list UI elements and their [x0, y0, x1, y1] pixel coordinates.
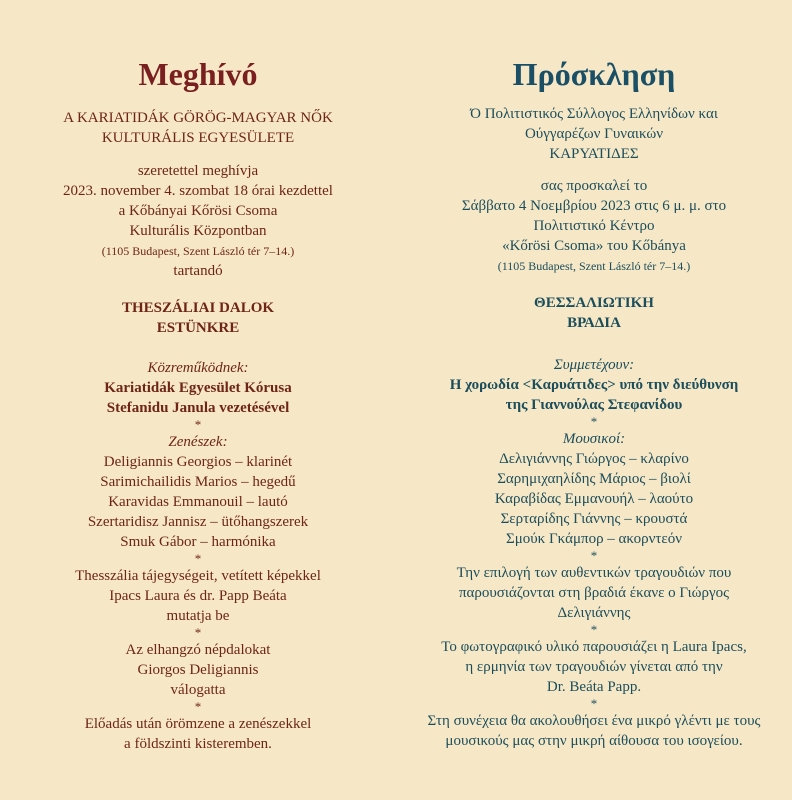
hu-invite-line: a Kőbányai Kőrösi Csoma [118, 203, 278, 219]
hu-musician: Sarimichailidis Marios – hegedű [100, 474, 296, 490]
gr-photos-line: Dr. Beáta Papp. [546, 679, 642, 695]
gr-songs-line: παρουσιάζονται στη βραδιά έκανε ο Γιώργος [458, 585, 730, 601]
hu-invite-line: 2023. november 4. szombat 18 órai kezdettel [63, 183, 333, 199]
hu-org-block [0, 108, 396, 148]
hu-after-line: a földszinti kisteremben. [124, 736, 272, 752]
gr-org-line: Ό Πολιτιστικός Σύλλογος Ελληνίδων και [470, 106, 718, 122]
hu-participants-label: Közreműködnek: [147, 360, 249, 376]
hu-musician: Szertaridisz Jannisz – ütőhangszerek [87, 514, 309, 530]
gr-participants-label: Συμμετέχουν: [553, 357, 635, 373]
gr-invite-line: Πολιτιστικό Κέντρο [533, 218, 655, 234]
gr-musician: Σαρημιχαηλίδης Μάριος – βιολί [497, 471, 691, 487]
gr-invite-line: «Kőrösi Csoma» του Kőbánya [502, 238, 686, 254]
gr-choir-line: της Γιαννούλας Στεφανίδου [505, 397, 683, 413]
separator-star: * [590, 414, 598, 429]
gr-invite-line: σας προσκαλεί το [540, 178, 648, 194]
gr-org-line: ΚΑΡΥΑΤΙΔΕΣ [549, 146, 639, 162]
separator-star: * [194, 551, 202, 566]
gr-musician: Σμούκ Γκάμπορ – ακορντεόν [505, 531, 683, 547]
separator-star: * [590, 696, 598, 711]
hu-participants-block [0, 358, 396, 754]
hu-event-line: ESTÜNKRE [156, 320, 240, 336]
gr-org-block [396, 104, 792, 164]
separator-star: * [194, 699, 202, 714]
separator-star: * [194, 625, 202, 640]
gr-photos-line: η ερμηνία των τραγουδιών γίνεται από την [465, 659, 723, 675]
hu-choir-line: Stefanidu Janula vezetésével [106, 400, 290, 416]
hu-invite-line: szeretettel meghívja [137, 163, 259, 179]
gr-photos-line: Το φωτογραφικό υλικό παρουσιάζει η Laura Ipacs, [441, 639, 747, 655]
hu-songs-line: Giorgos Deligiannis [137, 662, 259, 678]
hu-event-line: THESZÁLIAI DALOK [121, 300, 275, 316]
gr-address: (1105 Budapest, Szent László tér 7–14.) [497, 259, 691, 273]
gr-songs-line: Την επιλογή των αυθεντικών τραγουδιών που [456, 565, 732, 581]
greek-title: Πρόσκληση [512, 56, 676, 92]
gr-musician: Δελιγιάννης Γιώργος – κλαρίνο [499, 451, 689, 467]
gr-invite-line: Σάββατο 4 Νοεμβρίου 2023 στις 6 μ. μ. στο [461, 198, 727, 214]
gr-event-line: ΘΕΣΣΑΛΙΩΤΙΚΗ [534, 295, 654, 311]
gr-event-block [396, 293, 792, 333]
hu-choir-line: Kariatidák Egyesület Kórusa [104, 380, 292, 396]
separator-star: * [590, 548, 598, 563]
hu-org-line: KULTURÁLIS EGYESÜLETE [101, 130, 295, 146]
gr-musicians-label: Μουσικοί: [562, 431, 626, 447]
separator-star: * [194, 417, 202, 432]
hu-musician: Deligiannis Georgios – klarinét [103, 454, 293, 470]
hu-event-block [0, 298, 396, 338]
hu-musician: Smuk Gábor – harmónika [120, 534, 276, 550]
hungarian-title: Meghívó [138, 56, 258, 92]
hu-songs-line: válogatta [170, 682, 226, 698]
greek-column [396, 0, 792, 800]
gr-choir-line: Η χορωδία <Καρυάτιδες> υπό την διεύθυνση [449, 377, 739, 393]
hu-songs-line: Az elhangzó népdalokat [125, 642, 271, 658]
hu-slides-line: Thesszália tájegységeit, vetített képekkel [75, 568, 321, 584]
hu-org-line: A KARIATIDÁK GÖRÖG-MAGYAR NŐK [63, 110, 333, 126]
hu-address: (1105 Budapest, Szent László tér 7–14.) [101, 244, 295, 258]
hu-held: tartandó [173, 263, 223, 279]
gr-org-line: Ούγγαρέζων Γυναικών [524, 126, 664, 142]
gr-musician: Σερταρίδης Γιάννης – κρουστά [500, 511, 688, 527]
separator-star: * [590, 622, 598, 637]
hu-after-line: Előadás után örömzene a zenészekkel [84, 716, 312, 732]
hu-musician: Karavidas Emmanouil – lautó [108, 494, 288, 510]
hu-slides-line: mutatja be [166, 608, 230, 624]
hu-slides-line: Ipacs Laura és dr. Papp Beáta [109, 588, 287, 604]
hu-invite-block [0, 161, 396, 281]
gr-participants-block [396, 355, 792, 751]
gr-songs-line: Δελιγιάννης [557, 605, 631, 621]
gr-after-line: μουσικούς μας στην μικρή αίθουσα του ισογείου. [445, 733, 743, 749]
hu-invite-line: Kulturális Központban [129, 223, 267, 239]
hu-musicians-label: Zenészek: [168, 434, 228, 450]
gr-event-line: ΒΡΑΔΙΑ [567, 315, 621, 331]
gr-after-line: Στη συνέχεια θα ακολουθήσει ένα μικρό γλέντι με τους [427, 713, 761, 729]
gr-invite-block [396, 176, 792, 276]
gr-musician: Καραβίδας Εμμανουήλ – λαούτο [494, 491, 694, 507]
